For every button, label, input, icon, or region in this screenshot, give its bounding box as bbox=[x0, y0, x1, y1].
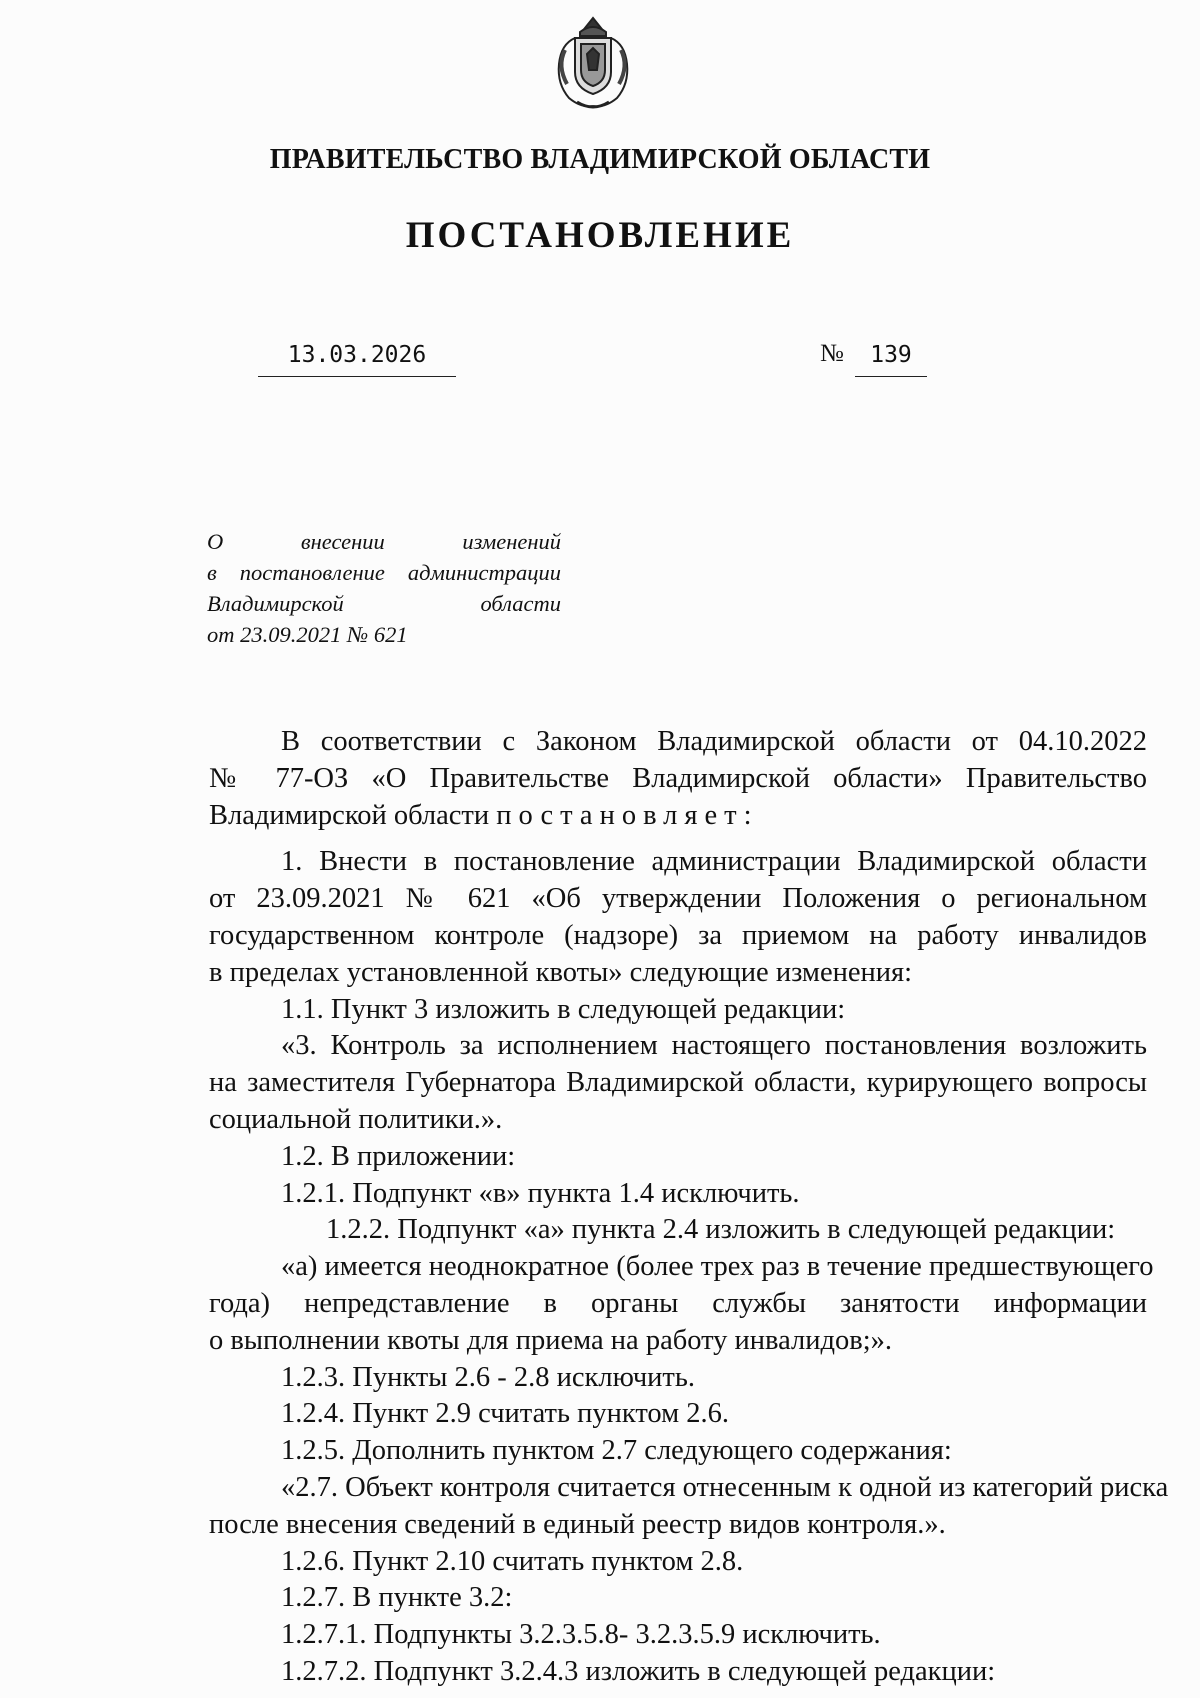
item-1-2-7: 1.2.7. В пункте 3.2: bbox=[281, 1582, 513, 1614]
item-1-1-text: «3. Контроль за исполнением настоящего постановления возложить на заместителя Губернатора Владимирской области, курирующего вопросы социальной политики.». bbox=[209, 1030, 1147, 1135]
item-1: 1. Внести в постановление администрации Владимирской области от 23.09.2021 № 621 «Об утверждении Положения о региональном государственном контроле (надзоре) за приемом на работу инвалидов в пределах установленной квоты» следующие изменения: bbox=[209, 846, 1147, 988]
organization-title: ПРАВИТЕЛЬСТВО ВЛАДИМИРСКОЙ ОБЛАСТИ bbox=[269, 144, 931, 175]
document-type-title: ПОСТАНОВЛЕНИЕ bbox=[405, 215, 795, 256]
number-label: № bbox=[820, 340, 844, 367]
subject-line: от 23.09.2021 № 621 bbox=[207, 622, 408, 647]
document-subject bbox=[207, 526, 561, 650]
document-body bbox=[209, 724, 1169, 1691]
item-1-2-6: 1.2.6. Пункт 2.10 считать пунктом 2.8. bbox=[281, 1545, 744, 1577]
subject-line: О внесении изменений bbox=[207, 529, 561, 554]
item-1-2-3: 1.2.3. Пункты 2.6 - 2.8 исключить. bbox=[281, 1361, 695, 1393]
item-1-2-5-text: «2.7. Объект контроля считается отнесенным к одной из категорий риска после внесения сведений в единый реестр видов контроля.». bbox=[209, 1471, 1169, 1540]
item-1-2-7-1: 1.2.7.1. Подпункты 3.2.3.5.8- 3.2.3.5.9 исключить. bbox=[281, 1619, 881, 1651]
item-1-2-4: 1.2.4. Пункт 2.9 считать пунктом 2.6. bbox=[281, 1398, 730, 1430]
document-date: 13.03.2026 bbox=[258, 342, 456, 377]
item-1-2-7-2: 1.2.7.2. Подпункт 3.2.4.3 изложить в следующей редакции: bbox=[281, 1655, 996, 1687]
document-number: 139 bbox=[855, 342, 927, 377]
coat-of-arms-icon bbox=[547, 14, 639, 114]
item-1-2-5: 1.2.5. Дополнить пунктом 2.7 следующего содержания: bbox=[281, 1435, 952, 1467]
item-1-1: 1.1. Пункт 3 изложить в следующей редакции: bbox=[281, 993, 846, 1025]
item-1-2: 1.2. В приложении: bbox=[281, 1140, 516, 1172]
item-1-2-2-text: «а) имеется неоднократное (более трех раз в течение предшествующего года) непредставление в органы службы занятости информации о выполнении квоты для приема на работу инвалидов;». bbox=[209, 1251, 1154, 1356]
subject-line: в постановление администрации bbox=[207, 560, 561, 585]
item-1-2-1: 1.2.1. Подпункт «в» пункта 1.4 исключить. bbox=[281, 1177, 800, 1209]
preamble-paragraph: В соответствии с Законом Владимирской области от 04.10.2022 № 77-ОЗ «О Правительстве Владимирской области» Правительство Владимирской области постановляет: bbox=[209, 726, 1147, 831]
item-1-2-2: 1.2.2. Подпункт «а» пункта 2.4 изложить в следующей редакции: bbox=[326, 1214, 1116, 1246]
subject-line: Владимирской области bbox=[207, 591, 561, 616]
